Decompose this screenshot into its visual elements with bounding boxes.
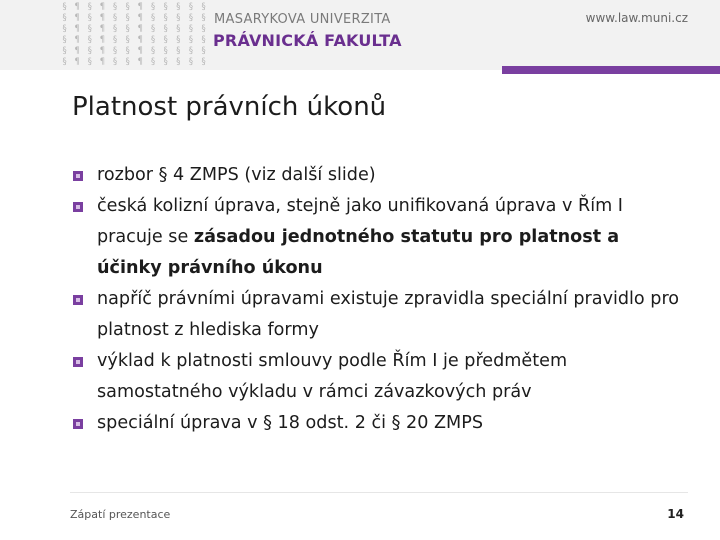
slide-header xyxy=(0,0,720,70)
footer-divider xyxy=(70,492,688,493)
square-bullet-icon xyxy=(73,295,83,305)
symbol-row: § ¶ § ¶ § § ¶ § § § § § xyxy=(62,46,208,56)
bullet-text-run: výklad k platnosti smlouvy podle Řím I je předmětem samostatného výkladu v rámci závazkových práv xyxy=(97,351,568,402)
website-url[interactable]: www.law.muni.cz xyxy=(585,11,688,25)
symbol-row: § ¶ § ¶ § § ¶ § § § § § xyxy=(62,24,208,34)
bullet-text xyxy=(97,351,567,402)
square-bullet-icon xyxy=(73,202,83,212)
bullet-item xyxy=(72,191,682,284)
slide-title: Platnost právních úkonů xyxy=(72,92,387,122)
bullet-item xyxy=(72,284,682,346)
symbol-row: § ¶ § ¶ § § ¶ § § § § § xyxy=(62,2,208,12)
bullet-text xyxy=(97,196,623,278)
bullet-text-run: česká kolizní úprava, stejně jako unifikovaná úprava v Řím I pracuje se xyxy=(97,196,623,247)
symbol-row: § ¶ § ¶ § § ¶ § § § § § xyxy=(62,13,208,23)
bullet-item xyxy=(72,346,682,408)
symbol-row: § ¶ § ¶ § § ¶ § § § § § xyxy=(62,57,208,67)
bullet-text-emphasis: zásadou jednotného statutu pro platnost a účinky právního úkonu xyxy=(97,227,620,278)
bullet-item xyxy=(72,408,682,439)
bullet-text-run: rozbor § 4 ZMPS (viz další slide) xyxy=(97,165,376,185)
square-bullet-icon xyxy=(73,357,83,367)
bullet-text xyxy=(97,289,679,340)
bullet-text xyxy=(97,413,483,433)
bullet-text xyxy=(97,165,376,185)
symbol-row: § ¶ § ¶ § § ¶ § § § § § xyxy=(62,35,208,45)
square-bullet-icon xyxy=(73,419,83,429)
university-name: MASARYKOVA UNIVERZITA xyxy=(214,12,391,27)
bullet-text-run: speciální úprava v § 18 odst. 2 či § 20 ZMPS xyxy=(97,413,484,433)
bullet-list xyxy=(72,160,682,439)
page-number: 14 xyxy=(667,507,684,521)
square-bullet-icon xyxy=(73,171,83,181)
accent-bar xyxy=(502,66,720,74)
footer-text: Zápatí prezentace xyxy=(70,508,171,521)
bullet-text-run: napříč právními úpravami existuje zpravidla speciální pravidlo pro platnost z hlediska formy xyxy=(97,289,680,340)
faculty-name: PRÁVNICKÁ FAKULTA xyxy=(213,31,402,50)
bullet-item xyxy=(72,160,682,191)
law-symbols-pattern xyxy=(62,2,208,68)
